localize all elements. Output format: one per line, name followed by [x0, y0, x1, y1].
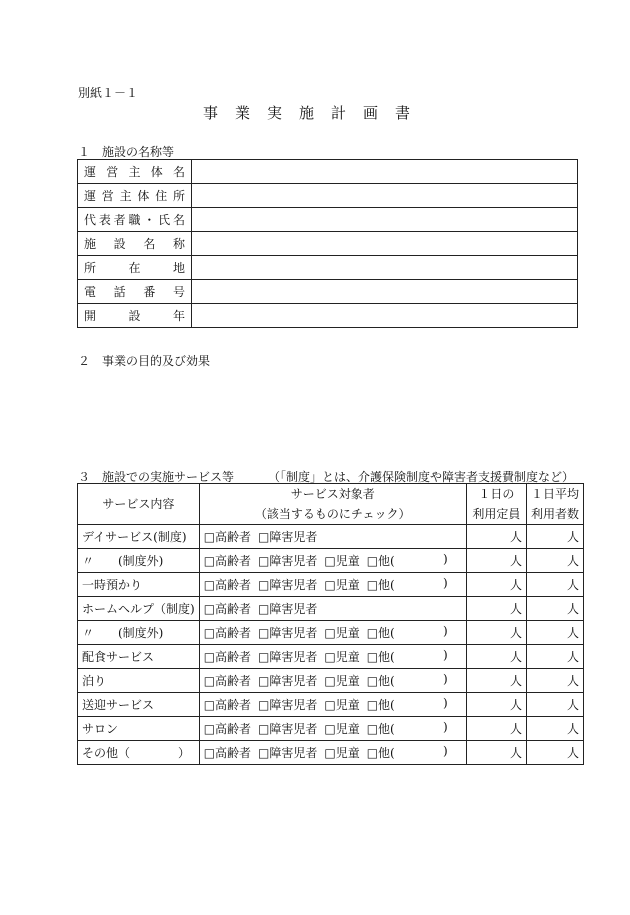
- facility-row: [78, 184, 578, 208]
- average-users-field[interactable]: 人: [526, 525, 583, 549]
- average-users-field[interactable]: 人: [526, 621, 583, 645]
- other-open: □他(: [366, 554, 395, 568]
- service-row: [78, 741, 584, 765]
- target-checkboxes: [204, 720, 462, 737]
- checkbox-disabled[interactable]: □障害児者: [258, 674, 318, 688]
- facility-label: [78, 184, 192, 208]
- target-checkboxes: [204, 648, 462, 665]
- service-row: [78, 549, 584, 573]
- average-users-field[interactable]: 人: [526, 597, 583, 621]
- service-target-cell: [199, 717, 466, 741]
- checkbox-other[interactable]: [367, 648, 455, 665]
- checkbox-elderly[interactable]: □高齢者: [203, 578, 252, 592]
- col-capacity-line2: 利用定員: [472, 507, 521, 521]
- average-users-field[interactable]: 人: [526, 693, 583, 717]
- service-target-cell: [199, 693, 466, 717]
- document-reference: 別紙１－１: [78, 86, 139, 100]
- purpose-area: [78, 370, 578, 460]
- other-close: ): [443, 672, 448, 686]
- service-table-header: [78, 484, 584, 525]
- facility-label-text: 運 営 主 体 住 所: [84, 189, 185, 203]
- other-open: □他(: [366, 722, 395, 736]
- service-target-cell: [199, 669, 466, 693]
- service-name: 〃 (制度外): [78, 549, 200, 573]
- other-open: □他(: [366, 698, 395, 712]
- service-name: 配食サービス: [78, 645, 200, 669]
- other-close: ): [443, 720, 448, 734]
- capacity-field[interactable]: 人: [466, 693, 526, 717]
- col-target-subtitle: （該当するものにチェック）: [254, 507, 411, 521]
- section3-heading: ３ 施設での実施サービス等: [78, 470, 235, 484]
- service-name: 送迎サービス: [78, 693, 200, 717]
- facility-value-field[interactable]: [192, 280, 578, 304]
- service-name: 一時預かり: [78, 573, 200, 597]
- target-checkboxes: [204, 552, 462, 569]
- service-name: 泊り: [78, 669, 200, 693]
- facility-row: [78, 208, 578, 232]
- checkbox-disabled[interactable]: □障害児者: [258, 746, 318, 760]
- checkbox-child[interactable]: □児童: [324, 554, 360, 568]
- facility-label-text: 運 営 主 体 名: [84, 165, 185, 179]
- service-name: ホームヘルプ（制度): [78, 597, 200, 621]
- col-target-header: [199, 484, 466, 525]
- facility-value-field[interactable]: [192, 208, 578, 232]
- service-name: その他（ ）: [78, 741, 200, 765]
- other-close: ): [443, 744, 448, 758]
- average-users-field[interactable]: 人: [526, 573, 583, 597]
- checkbox-child[interactable]: □児童: [324, 626, 360, 640]
- checkbox-other[interactable]: [367, 720, 455, 737]
- facility-label-text: 代 表 者 職 ・ 氏 名: [84, 213, 185, 227]
- checkbox-other[interactable]: [367, 576, 455, 593]
- service-name: デイサービス(制度): [78, 525, 200, 549]
- service-target-cell: [199, 645, 466, 669]
- capacity-field[interactable]: 人: [466, 645, 526, 669]
- service-target-cell: [199, 621, 466, 645]
- other-close: ): [443, 552, 448, 566]
- service-target-cell: [199, 741, 466, 765]
- service-row: [78, 645, 584, 669]
- average-users-field[interactable]: 人: [526, 645, 583, 669]
- other-close: ): [443, 624, 448, 638]
- checkbox-child[interactable]: □児童: [324, 578, 360, 592]
- checkbox-other[interactable]: [367, 552, 455, 569]
- facility-label-text: 所 在 地: [84, 261, 185, 275]
- target-checkboxes: [204, 672, 462, 689]
- service-target-cell: [199, 597, 466, 621]
- average-users-field[interactable]: 人: [526, 549, 583, 573]
- service-row: [78, 717, 584, 741]
- checkbox-disabled[interactable]: □障害児者: [258, 698, 318, 712]
- facility-label: [78, 160, 192, 184]
- facility-label-text: 施 設 名 称: [84, 237, 185, 251]
- capacity-field[interactable]: 人: [466, 741, 526, 765]
- capacity-field[interactable]: 人: [466, 549, 526, 573]
- facility-label-text: 電 話 番 号: [84, 285, 185, 299]
- facility-label: [78, 280, 192, 304]
- service-row: [78, 597, 584, 621]
- other-open: □他(: [366, 746, 395, 760]
- checkbox-elderly[interactable]: □高齢者: [203, 530, 252, 544]
- checkbox-elderly[interactable]: □高齢者: [203, 650, 252, 664]
- other-open: □他(: [366, 674, 395, 688]
- col-target-title: サービス対象者: [290, 487, 375, 501]
- col-average-header: [526, 484, 583, 525]
- service-row: [78, 693, 584, 717]
- checkbox-other[interactable]: [367, 624, 455, 641]
- facility-value-field[interactable]: [192, 304, 578, 328]
- facility-label: [78, 256, 192, 280]
- checkbox-child[interactable]: □児童: [324, 746, 360, 760]
- service-row: [78, 621, 584, 645]
- checkbox-disabled[interactable]: □障害児者: [258, 602, 318, 616]
- checkbox-disabled[interactable]: □障害児者: [258, 554, 318, 568]
- col-average-line2: 利用者数: [530, 507, 579, 521]
- checkbox-elderly[interactable]: □高齢者: [203, 602, 252, 616]
- checkbox-disabled[interactable]: □障害児者: [258, 722, 318, 736]
- facility-label: [78, 304, 192, 328]
- service-target-cell: [199, 525, 466, 549]
- capacity-field[interactable]: 人: [466, 597, 526, 621]
- other-close: ): [443, 576, 448, 590]
- col-capacity-header: [466, 484, 526, 525]
- capacity-field[interactable]: 人: [466, 573, 526, 597]
- checkbox-disabled[interactable]: □障害児者: [258, 626, 318, 640]
- facility-value-field[interactable]: [192, 160, 578, 184]
- service-name: サロン: [78, 717, 200, 741]
- checkbox-disabled[interactable]: □障害児者: [258, 578, 318, 592]
- checkbox-disabled[interactable]: □障害児者: [258, 650, 318, 664]
- checkbox-child[interactable]: □児童: [324, 698, 360, 712]
- facility-row: [78, 304, 578, 328]
- facility-row: [78, 280, 578, 304]
- facility-info-table: [77, 159, 578, 328]
- target-checkboxes: [204, 744, 462, 761]
- facility-label: [78, 232, 192, 256]
- checkbox-elderly[interactable]: □高齢者: [203, 722, 252, 736]
- checkbox-elderly[interactable]: □高齢者: [203, 554, 252, 568]
- checkbox-elderly[interactable]: □高齢者: [203, 674, 252, 688]
- average-users-field[interactable]: 人: [526, 741, 583, 765]
- capacity-field[interactable]: 人: [466, 717, 526, 741]
- section1-heading: １ 施設の名称等: [78, 145, 175, 159]
- facility-row: [78, 160, 578, 184]
- checkbox-elderly[interactable]: □高齢者: [203, 746, 252, 760]
- checkbox-child[interactable]: □児童: [324, 674, 360, 688]
- average-users-field[interactable]: 人: [526, 717, 583, 741]
- checkbox-other[interactable]: [367, 672, 455, 689]
- service-target-cell: [199, 549, 466, 573]
- other-open: □他(: [366, 650, 395, 664]
- facility-value-field[interactable]: [192, 184, 578, 208]
- service-target-cell: [199, 573, 466, 597]
- other-open: □他(: [366, 578, 395, 592]
- section2-heading: ２ 事業の目的及び効果: [78, 354, 211, 368]
- checkbox-disabled[interactable]: □障害児者: [258, 530, 318, 544]
- other-open: □他(: [366, 626, 395, 640]
- capacity-field[interactable]: 人: [466, 525, 526, 549]
- facility-label: [78, 208, 192, 232]
- facility-row: [78, 256, 578, 280]
- target-checkboxes: [204, 576, 462, 593]
- checkbox-other[interactable]: [367, 696, 455, 713]
- target-checkboxes: [204, 600, 462, 617]
- col-service-header: サービス内容: [78, 484, 200, 525]
- checkbox-elderly[interactable]: □高齢者: [203, 698, 252, 712]
- facility-row: [78, 232, 578, 256]
- document-title: 事業実施計画書: [202, 104, 427, 122]
- checkbox-child[interactable]: □児童: [324, 722, 360, 736]
- service-row: [78, 573, 584, 597]
- capacity-field[interactable]: 人: [466, 621, 526, 645]
- facility-label-text: 開 設 年: [84, 309, 185, 323]
- target-checkboxes: [204, 528, 462, 545]
- target-checkboxes: [204, 624, 462, 641]
- facility-value-field[interactable]: [192, 232, 578, 256]
- capacity-field[interactable]: 人: [466, 669, 526, 693]
- col-capacity-line1: １日の: [478, 487, 515, 501]
- service-row: [78, 525, 584, 549]
- checkbox-child[interactable]: □児童: [324, 650, 360, 664]
- service-name: 〃 (制度外): [78, 621, 200, 645]
- section3-note: （「制度」とは、介護保険制度や障害者支援費制度など）: [268, 470, 575, 484]
- checkbox-elderly[interactable]: □高齢者: [203, 626, 252, 640]
- service-row: [78, 669, 584, 693]
- other-close: ): [443, 648, 448, 662]
- target-checkboxes: [204, 696, 462, 713]
- average-users-field[interactable]: 人: [526, 669, 583, 693]
- service-table: [77, 483, 584, 765]
- col-average-line1: １日平均: [530, 487, 579, 501]
- other-close: ): [443, 696, 448, 710]
- checkbox-other[interactable]: [367, 744, 455, 761]
- facility-value-field[interactable]: [192, 256, 578, 280]
